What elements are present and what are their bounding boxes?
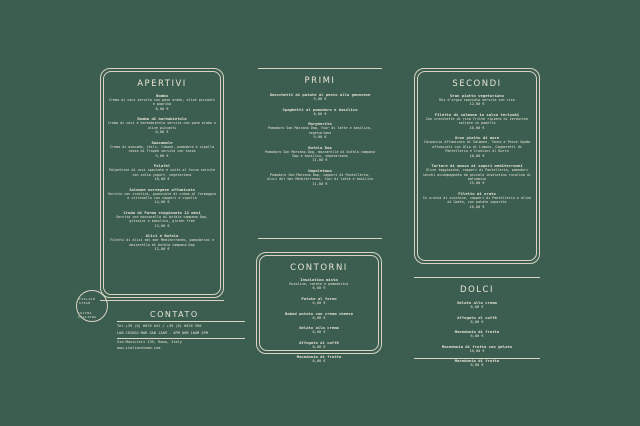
menu-item-price: 11,00 € (312, 158, 328, 163)
menu-item-name: Affogato al caffè (457, 314, 497, 320)
menu-item-price: 16,00 € (469, 125, 485, 130)
menu-item-name: Gran piatto di mare (454, 135, 500, 141)
contorni-items (257, 277, 381, 369)
italian-steam-badge (76, 290, 108, 322)
menu-item-name: Spaghetti al pomodoro e basilico (282, 106, 358, 112)
menu-item-price: 8,00 € (155, 106, 169, 111)
badge-top-text: ITALIAN STEAM (79, 297, 96, 305)
menu-item-price: 6,00 € (312, 301, 326, 305)
menu-item-name: Affogato al caffè (299, 339, 339, 345)
primi-menu-item (258, 107, 382, 117)
contorni-menu-item (257, 325, 381, 335)
menu-item-price: 18,00 € (469, 153, 485, 158)
dolci-top-rule (414, 277, 540, 278)
menu-item-price: 10,00 € (154, 177, 170, 182)
menu-item-name: Macedonia di frutta con gelato (441, 343, 513, 349)
menu-item-name: Gran piatto vegetariano (450, 93, 504, 98)
primi-menu-item (258, 168, 382, 186)
secondi-menu-item (415, 163, 539, 186)
menu-item-name: Tartare di manzo ai sapori mediterranei (431, 163, 523, 169)
dolci-bottom-rule (414, 358, 540, 359)
menu-item-price: 6,00 € (312, 315, 326, 320)
apertivi-title: APERTIVI (137, 79, 187, 89)
menu-item-name: Bufala Dop (308, 144, 332, 150)
apertivi-panel (100, 68, 224, 298)
primi-menu-item (258, 145, 382, 163)
menu-item-name: Crudo di Parma stagionato 12 mesi (123, 210, 201, 216)
apertivi-menu-item (101, 187, 223, 205)
primi-bottom-rule (258, 238, 382, 239)
menu-item-desc: Rucolina, carote e pomodorini (289, 282, 349, 286)
dolci-items (414, 300, 540, 373)
menu-item-price: 16,00 € (469, 204, 485, 209)
menu-item-desc: Servito con mozzarella di bufala campana Dop, grissini e basilico, gluten free (116, 215, 208, 224)
menu-item-price: 6,00 € (312, 286, 326, 291)
menu-item-price: 14,00 € (154, 200, 170, 205)
menu-item-price: 6,00 € (470, 334, 484, 339)
menu-item-desc: In crosta di zucchine, capperi di Pantelleria e olive di Gaeta, con patate saporite (422, 196, 532, 205)
secondi-menu-item (415, 191, 539, 209)
menu-item-desc: Pomodoro San Marzano Dop, mozzarella di bufala campana Dop e basilico, vegetariana (264, 149, 376, 158)
menu-item-price: 9,00 € (313, 97, 327, 101)
menu-item-name: Margherita (308, 121, 332, 127)
apertivi-menu-item (101, 210, 223, 228)
apertivi-menu-item (101, 163, 223, 181)
menu-item-price: 6,00 € (470, 305, 484, 309)
menu-item-desc: Crema di ceci servita con pane arabo, olive piccanti e paprika (108, 98, 216, 107)
contorni-menu-item (257, 354, 381, 364)
primi-menu-item (258, 121, 382, 139)
apertivi-items (101, 93, 223, 257)
menu-item-desc: Pomodoro San Marzano Dop, fior di latte e basilico, vegetariana (267, 126, 373, 135)
secondi-title: SECONDI (452, 79, 502, 89)
contorni-menu-item (257, 296, 381, 306)
secondi-menu-item (415, 112, 539, 130)
menu-item-name: Gelato alla crema (457, 300, 497, 305)
menu-item-desc: Servito con crostini, guanciale di crema al formaggio e citronella con capperi e cipolla (107, 191, 217, 201)
menu-item-price: 12,00 € (154, 247, 170, 252)
secondi-panel (414, 68, 540, 264)
menu-item-price: 9,00 € (155, 153, 169, 158)
primi-top-rule (258, 68, 382, 69)
menu-item-price: 15,00 € (469, 181, 485, 186)
menu-item-desc: Filetti di alici del mar Mediterraneo, pomodorini e mozzarella di bufala campana Dop (109, 238, 215, 247)
menu-item-name: Bomba di barbabietola (137, 116, 187, 122)
menu-item-name: Patate al forno (301, 296, 337, 301)
menu-item-name: Alici e Bufala (145, 233, 179, 239)
menu-item-price: 8,00 € (312, 344, 326, 349)
menu-item-name: Falafel (153, 163, 171, 169)
menu-item-name: Macedonia di frutta (296, 354, 342, 360)
menu-item-price: 8,00 € (470, 319, 484, 324)
contact-hours: LUN CHIUSO MAR SAB 12AM - 4PM DOM 10AM 4PM (117, 331, 208, 335)
apertivi-menu-item (101, 116, 223, 134)
menu-item-desc: Con crocchette di riso fritte ripiene di verdurine saltate in padella (425, 117, 529, 126)
menu-item-name: Salmone norvegese affumicato (129, 186, 195, 192)
menu-item-name: Napoletana (308, 168, 332, 173)
menu-item-desc: Mix d'orgia speziata servita con riso (439, 98, 515, 102)
secondi-items (415, 93, 539, 214)
menu-item-price: 8,00 € (313, 111, 327, 116)
apertivi-menu-item (101, 93, 223, 111)
menu-item-price: 6,00 € (312, 359, 326, 364)
menu-item-name: Insalatina mista (300, 277, 338, 282)
dolci-menu-item (414, 300, 540, 310)
dolci-menu-item (414, 315, 540, 325)
contorni-menu-item (257, 277, 381, 291)
menu-item-name: Filetto di orata (458, 191, 496, 197)
menu-item-name: Gelato alla crema (299, 325, 339, 331)
menu-item-name: Gnocchetti di patate al pesto alla genovese (269, 92, 371, 97)
menu-item-name: Macedonia di frutta (454, 329, 500, 335)
contato-rule (117, 321, 245, 322)
apertivi-menu-item (101, 233, 223, 251)
dolci-title: DOLCI (460, 285, 494, 295)
menu-item-desc: Crema di ceci e barbabietola servita con pane arabo e olive piccanti (107, 121, 217, 130)
menu-item-name: Baked potato con cream cheese (285, 310, 353, 316)
contact-website[interactable]: www.italiansteam.com (117, 346, 161, 350)
menu-item-name: Guacamole (151, 139, 173, 145)
menu-item-price: 6,00 € (312, 330, 326, 335)
menu-item-price: 13,00 € (154, 223, 170, 228)
contact-address: Via Musicisti 135, Roma, Italy (117, 340, 182, 344)
contorni-panel (256, 252, 382, 364)
dolci-menu-item (414, 344, 540, 354)
menu-item-desc: Crema di avocado, chili, limone, pomodoro e cipolla rossa di Tropea servita con tacos (109, 144, 215, 154)
menu-item-price: 12,00 € (469, 102, 485, 107)
dolci-menu-item (414, 358, 540, 368)
menu-item-name: Bomba (156, 93, 168, 98)
dolci-menu-item (414, 329, 540, 339)
contorni-menu-item (257, 340, 381, 350)
contact-phone: Tel +39 (0) 6076 641 / +39 (0) 6076 590 (117, 324, 202, 328)
menu-item-name: Filetto di salmone in salsa teriyaki (434, 112, 520, 117)
secondi-menu-item (415, 135, 539, 158)
contato-title: CONTATO (150, 310, 199, 319)
menu-item-price: 10,00 € (469, 348, 485, 353)
menu-item-price: 11,00 € (312, 181, 328, 186)
contorni-menu-item (257, 311, 381, 321)
menu-item-desc: Carpaccio Affumicato di Salmone, Tonno e Pesce Spada affumicati con Olio al Limone, Capperetti di Pantelleria e Crostini al Burro (423, 140, 531, 154)
menu-item-desc: Pomodoro San Marzano Dop, capperi di Pantelleria, alici del mar Mediterraneo, fior di latte e basilico (266, 173, 374, 182)
menu-item-price: 9,00 € (313, 135, 327, 139)
menu-item-desc: Polpettine di ceci speziate e cotte al forno servite con salsa yogurt, vegetariani (108, 168, 216, 177)
contorni-title: CONTORNI (290, 263, 348, 273)
contato-rule-2 (117, 338, 245, 339)
menu-item-price: 6,00 € (470, 363, 484, 368)
menu-item-desc: Olive taggiasche, capperi di Pantelleria, pomodori secchi accompagnata da piccola insalatina rucolina al balsamico (422, 168, 532, 182)
primi-items (258, 92, 382, 191)
primi-menu-item (258, 92, 382, 102)
menu-item-name: Macedonia di frutta (454, 358, 500, 364)
menu-item-price: 8,00 € (155, 130, 169, 135)
apertivi-menu-item (101, 140, 223, 158)
primi-title: PRIMI (304, 76, 336, 86)
secondi-menu-item (415, 93, 539, 107)
badge-bottom-text: CUCINA ITALIANA (78, 311, 97, 319)
apertivi-bottom-rule (100, 300, 224, 301)
